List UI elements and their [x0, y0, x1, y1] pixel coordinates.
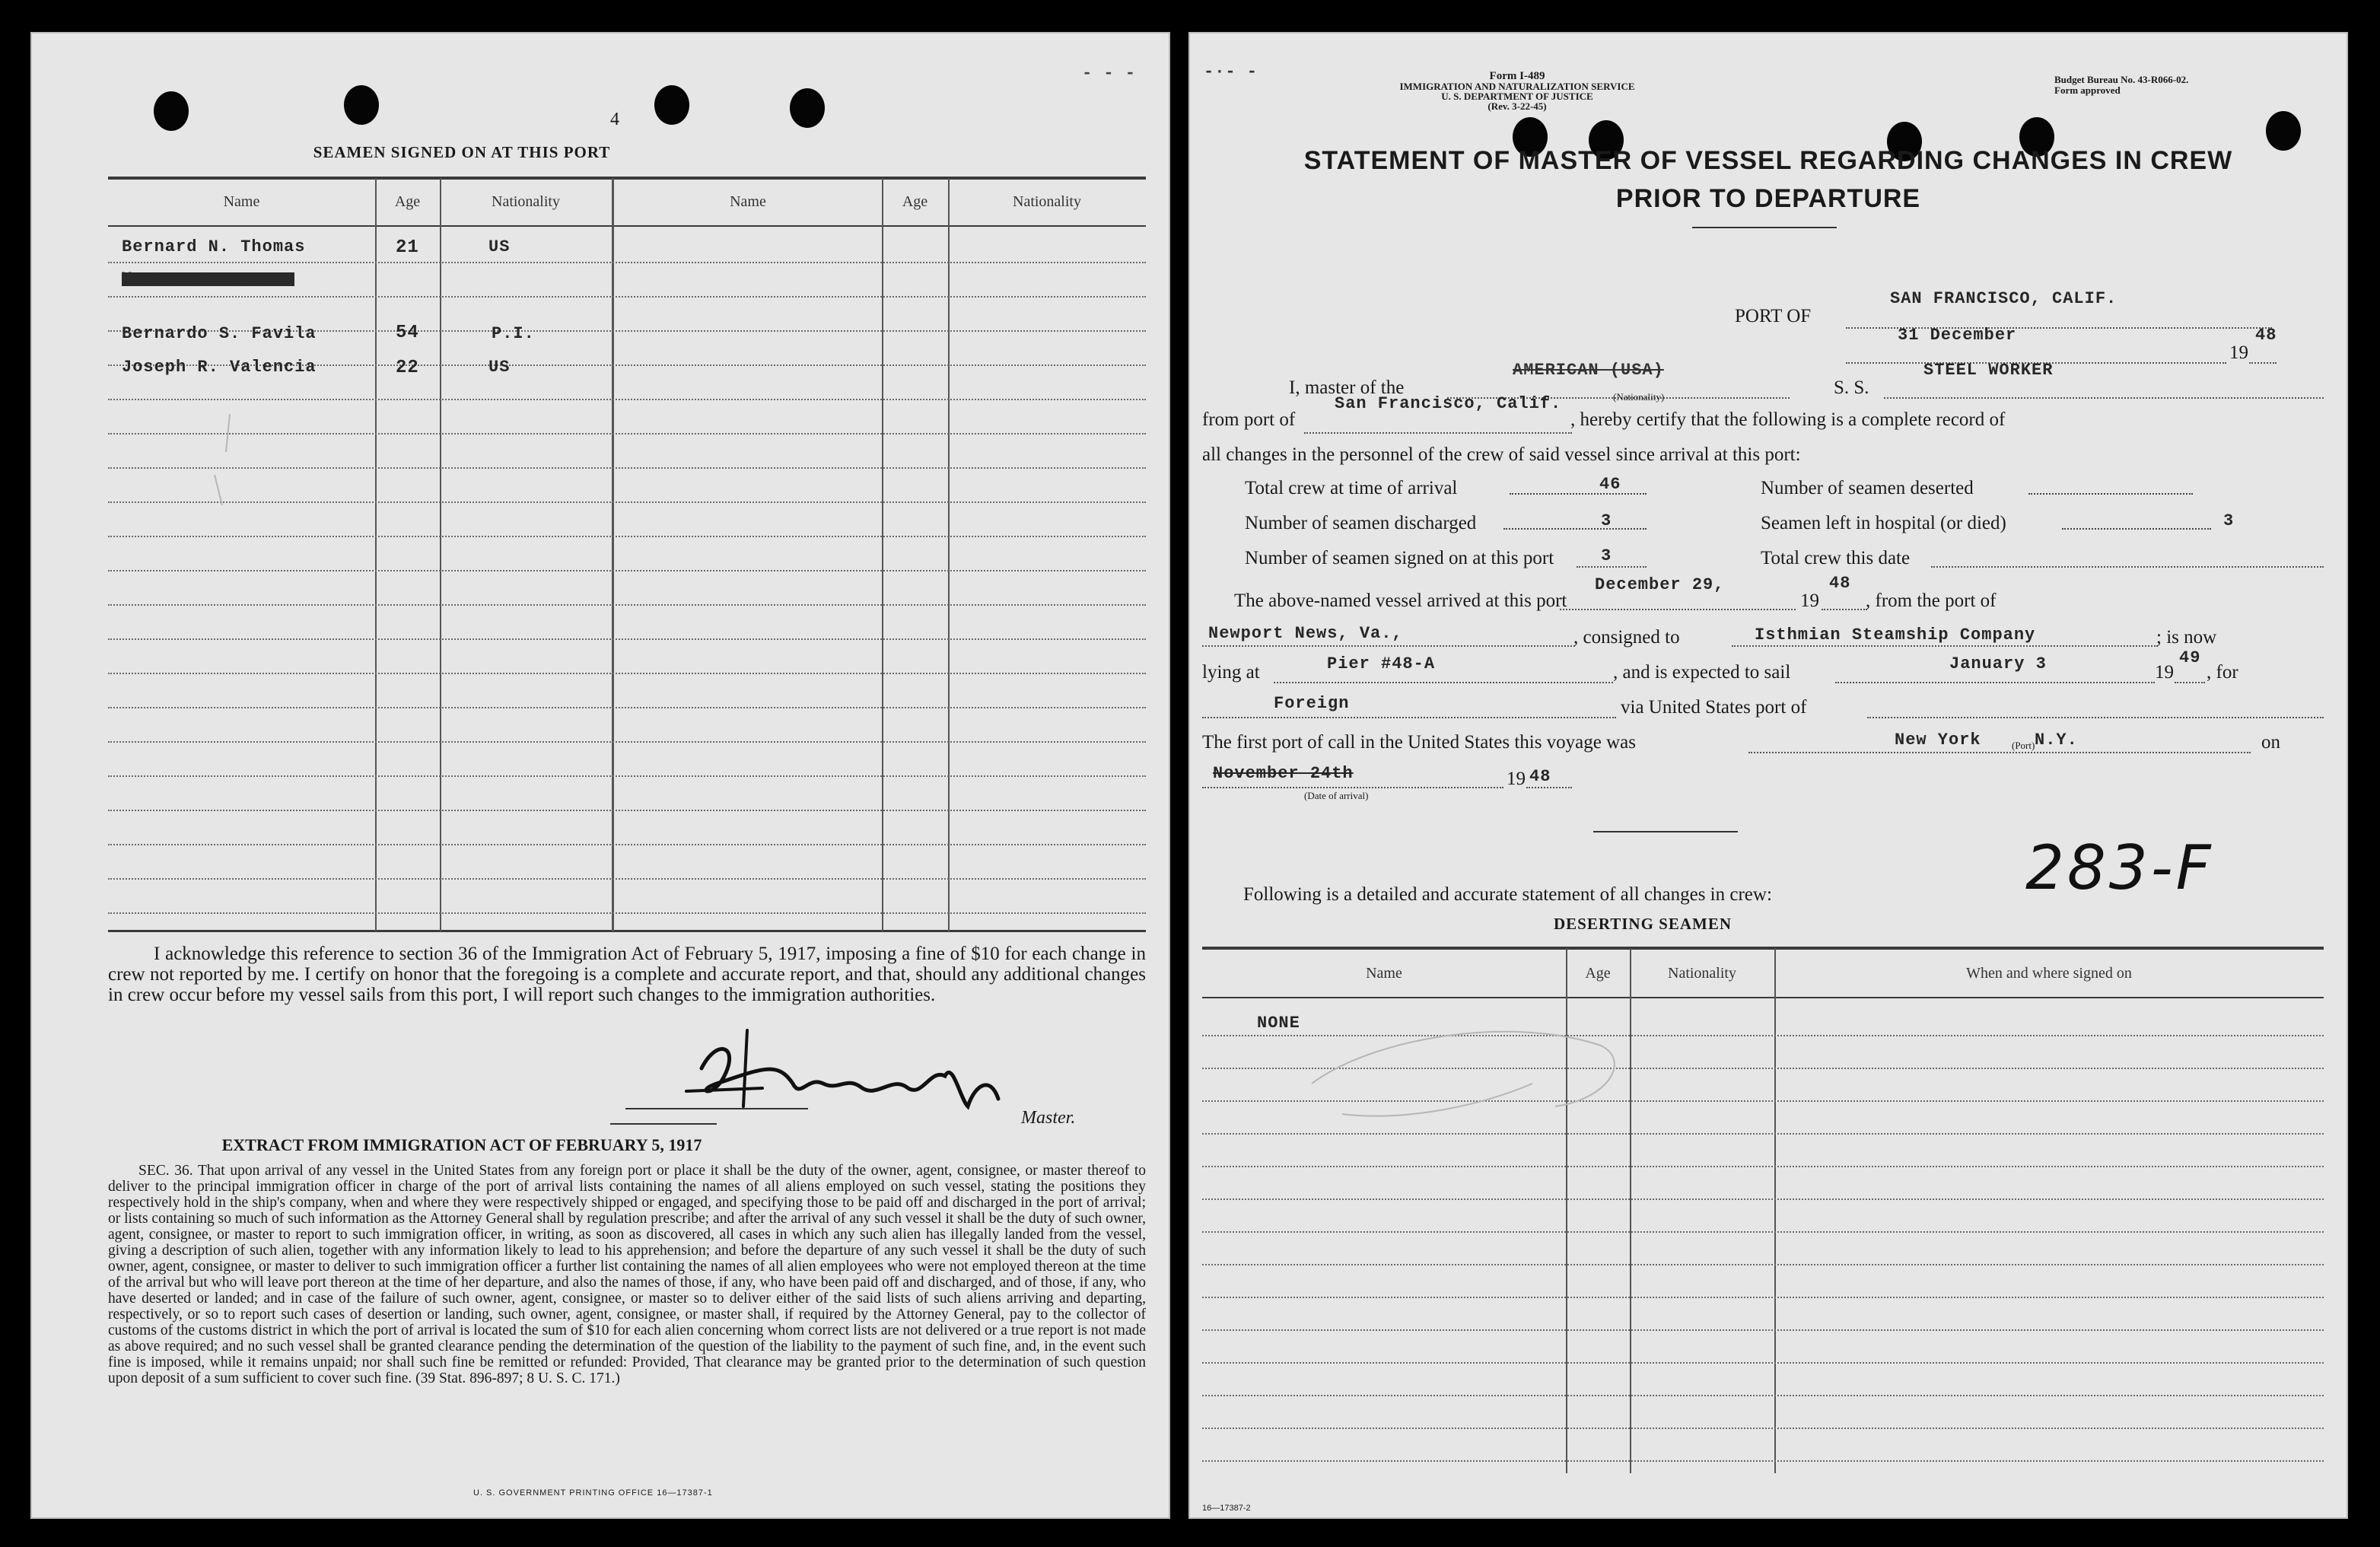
- row-rule: [108, 810, 1146, 811]
- pier: Pier #48-A: [1327, 654, 1436, 673]
- col-header-nationality-2: Nationality: [1013, 193, 1081, 210]
- pencil-mark: [184, 406, 260, 520]
- table-row-age: 54: [396, 323, 419, 343]
- port-of-label: PORT OF: [1735, 306, 1812, 326]
- first-port-caption: (Port): [2012, 740, 2035, 751]
- row-rule: [108, 262, 1146, 263]
- total-this-date-label: Total crew this date: [1761, 548, 1911, 568]
- row-rule: [108, 604, 1146, 606]
- nationality-caption: (Nationality): [1613, 391, 1665, 403]
- table-row-age: 21: [396, 237, 419, 258]
- master-label: Master.: [1021, 1108, 1076, 1128]
- arrived-year: 48: [1829, 574, 1851, 593]
- punch-hole: [654, 85, 689, 125]
- right-page: -·- - Form I-489 IMMIGRATION AND NATURALIZATION SERVICE U. S. DEPARTMENT OF JUSTICE (Rev. 3-22-45) Budget Bureau No. 43-R066-02. Form approved STATEMENT OF MASTER OF VESSEL REGARDING CHANGES IN CREW PRIOR TO DEPARTURE PORT OF SAN FRANCISCO, CALIF. 31 December 19 48 I, master of the AMERICAN (USA) (Nationality) S. S. STEEL WORKER from port of San Francisco, Calif. , hereby certify that the following is a complete record of all changes in the personnel of the crew of said vessel since arrival at this port: Total crew at time of arrival 46 Number of seamen deserted Number of seamen discharged 3 Seamen left in hospital (or died) 3 Number of seamen signed on at this port 3 Total crew this date The above-named vessel arrived at this port December 29, 19 48 , from the port of Newport News, Va., , consigned to Isthmian Steamship Company ; is now lying at Pier #48-A , and is expected to sail January 3 19 49 , for Foreign via United States port of The first port of call in the United States this voyage was New York (Port) N.Y. on November 24th (Date of arrival) 19 48 283-F Following is a detailed and accurate statement of all changes in crew: DESERTING SEAMEN Name Age Nationality When and where signed on NONE 16—17387-2: [1188, 32, 2348, 1519]
- table-header-rule: [108, 225, 1146, 227]
- from-port-value: San Francisco, Calif.: [1335, 394, 1562, 413]
- table-row-nationality: P.I.: [492, 324, 535, 343]
- page-footer: U. S. GOVERNMENT PRINTING OFFICE 16—17387-1: [473, 1488, 713, 1498]
- deserting-title: DESERTING SEAMEN: [1553, 915, 1732, 933]
- from-port-label: from port of: [1202, 409, 1296, 430]
- master-of-the-label: I, master of the: [1289, 377, 1405, 398]
- row-rule: [108, 638, 1146, 640]
- punch-hole: [154, 91, 189, 131]
- row-rule: [108, 536, 1146, 537]
- page-number: 4: [610, 110, 619, 129]
- via-label: via United States port of: [1621, 697, 1807, 718]
- row-rule: [108, 741, 1146, 743]
- first-date-caption: (Date of arrival): [1304, 790, 1369, 801]
- hospital-value: 3: [2223, 511, 2235, 530]
- row-rule: [108, 467, 1146, 469]
- extract-title: EXTRACT FROM IMMIGRATION ACT OF FEBRUARY 5, 1917: [221, 1135, 702, 1154]
- deserting-top-rule: [1202, 947, 2324, 950]
- row-rule: [108, 878, 1146, 880]
- nationality-value: AMERICAN (USA): [1513, 361, 1664, 380]
- table-top-rule: [108, 177, 1146, 180]
- deserting-col-name: Name: [1366, 965, 1402, 982]
- row-rule: [1202, 1362, 2324, 1364]
- discharged-label: Number of seamen discharged: [1245, 513, 1477, 533]
- sail-year-prefix: 19: [2155, 662, 2174, 683]
- row-rule: [108, 707, 1146, 708]
- col-header-age-2: Age: [902, 193, 928, 210]
- year-value: 48: [2255, 326, 2277, 345]
- ss-label: S. S.: [1834, 377, 1869, 398]
- row-rule: [108, 570, 1146, 571]
- port-of-value: SAN FRANCISCO, CALIF.: [1890, 289, 2118, 308]
- year-prefix: 19: [2229, 342, 2248, 363]
- col-header-name-2: Name: [730, 193, 766, 210]
- arrived-label: The above-named vessel arrived at this port: [1234, 590, 1567, 611]
- row-rule: [1202, 1166, 2324, 1167]
- certify-text: , hereby certify that the following is a complete record of: [1570, 409, 2006, 430]
- deserting-entry: NONE: [1257, 1014, 1300, 1033]
- extract-text: SEC. 36. That upon arrival of any vessel in the United States from any foreign port or place it shall be the duty of the owner, agent, consignee, or master thereof to deliver to the principal immigration officer in charge of the port of arrival lists containing the names of all aliens employed on such vessel, stating the positions they respectively hold in the ship's company, when and where they were respectively shipped or engaged, and specifying those to be paid off and discharged in the port of arrival; or lists containing so much of such information as the Attorney General shall by regulation prescribe; and after the arrival of any such vessel it shall be the duty of such owner, agent, consignee, or master to report to such immigration officer, in writing, as soon as discovered, all cases in which any such alien has illegally landed from the vessel, giving a description of such alien, together with any information likely to lead to his apprehension; and before the departure of any such vessel it shall be the duty of such owner, agent, consignee, or master to deliver to such immigration officer a further list containing the names of all alien employees who were not employed thereon at the time of the arrival but who will leave port thereon at the time of her departure, and also the names of those, if any, who have been paid off and discharged, and of those, if any, who have deserted or landed; and in case of the failure of such owner, agent, consignee, or master so to deliver either of the said lists of such aliens arriving and departing, respectively, or so to report such cases of desertion or landing, such owner, agent, consignee, or master shall, if required by the Attorney General, pay to the collector of customs of the customs district in which the port of arrival is located the sum of $10 for each alien concerning whom correct lists are not delivered or a true report is not made as above required; and no such vessel shall be granted clearance pending the determination of the question of the liability to the payment of such fine, and, in the event such fine is imposed, while it remains unpaid; nor shall such fine be remitted or refunded: Provided, That clearance may be granted prior to the determination of such question upon deposit of a sum sufficient to cover such fine. (39 Stat. 896-897; 8 U. S. C. 171.): [108, 1163, 1146, 1386]
- arrived-year-prefix: 19: [1800, 590, 1819, 611]
- first-year-prefix: 19: [1507, 769, 1526, 789]
- row-rule: [1202, 1198, 2324, 1200]
- hospital-label: Seamen left in hospital (or died): [1761, 513, 2006, 533]
- consigned-label: , consigned to: [1573, 627, 1680, 648]
- handwritten-number: 283-F: [2025, 832, 2214, 903]
- first-date: November 24th: [1213, 764, 1354, 783]
- row-rule: [108, 296, 1146, 298]
- table-row-name: Bernard N. Thomas: [122, 237, 306, 256]
- table-row-name: Bernardo S. Favila: [122, 324, 317, 343]
- form-title: STATEMENT OF MASTER OF VESSEL REGARDING CHANGES IN CREW PRIOR TO DEPARTURE: [1303, 146, 2233, 213]
- row-rule: [108, 399, 1146, 400]
- first-port-state: N.Y.: [2035, 731, 2078, 750]
- acknowledgement-text: I acknowledge this reference to section 36 of the Immigration Act of February 5, 1917, imposing a fine of $10 for each change in crew not reported by me. I certify on honor that the foregoing is a complete and accurate report, and that, should any additional changes in crew occur before my vessel sails from this port, I will report such changes to the immigration authorities.: [108, 944, 1146, 1005]
- consignee: Isthmian Steamship Company: [1755, 625, 2036, 645]
- table-bottom-rule: [108, 930, 1146, 932]
- row-rule: [108, 775, 1146, 777]
- first-port-label: The first port of call in the United States this voyage was: [1202, 732, 1637, 753]
- table-row-age: 22: [396, 358, 419, 378]
- signed-on-value: 3: [1601, 546, 1612, 565]
- row-rule: [1202, 1460, 2324, 1462]
- on-label: on: [2261, 732, 2280, 753]
- row-rule: [108, 673, 1146, 674]
- table-row-nationality: US: [488, 358, 511, 377]
- lying-at-label: lying at: [1202, 662, 1260, 683]
- total-crew-label: Total crew at time of arrival: [1245, 478, 1458, 498]
- page-footer-right: 16—17387-2: [1202, 1504, 1251, 1513]
- budget-bureau: Budget Bureau No. 43-R066-02. Form approved: [2054, 74, 2189, 96]
- total-crew-value: 46: [1599, 475, 1621, 494]
- destination: Foreign: [1274, 694, 1350, 713]
- punch-hole: [344, 85, 379, 125]
- deserting-col-age: Age: [1585, 965, 1611, 982]
- punch-hole: [790, 88, 825, 128]
- deserting-col-nationality: Nationality: [1668, 965, 1736, 982]
- first-port: New York: [1895, 731, 1981, 750]
- first-year: 48: [1529, 767, 1551, 786]
- row-rule: [1202, 1395, 2324, 1396]
- row-rule: [1202, 1231, 2324, 1233]
- following-text: Following is a detailed and accurate statement of all changes in crew:: [1243, 884, 1772, 905]
- row-rule: [1202, 1264, 2324, 1265]
- table-row-struck-name: Xxxxxxxxxxxxxxxx: [122, 269, 295, 288]
- expected-label: , and is expected to sail: [1613, 662, 1791, 683]
- certify-text-2: all changes in the personnel of the crew of said vessel since arrival at this port:: [1202, 444, 1801, 465]
- row-rule: [108, 844, 1146, 845]
- vessel-name: STEEL WORKER: [1923, 361, 2054, 380]
- section-title: SEAMEN SIGNED ON AT THIS PORT: [313, 143, 611, 161]
- col-header-age: Age: [394, 193, 421, 210]
- prev-port: Newport News, Va.,: [1208, 624, 1403, 643]
- date-value: 31 December: [1898, 326, 2017, 345]
- form-header: Form I-489 IMMIGRATION AND NATURALIZATION SERVICE U. S. DEPARTMENT OF JUSTICE (Rev. 3-22-45): [1399, 70, 1635, 112]
- faint-stamp: [1281, 992, 1662, 1144]
- left-page: - - - 4 SEAMEN SIGNED ON AT THIS PORT Name Age Nationality Name Age Nationality Bernard N. Thomas 21 US Xxxxxxxxxxxxxxxx Bernardo S. Favila 54 P.I. Joseph R. Valencia 22 US I acknowledge this reference to section 36 of the Immigration Act of February 5, 1917, imposing a fine of $10 for each change in crew not reported by me. I certify on honor that the foregoing is a complete and accurate report, and that, should any additional changes in crew occur before my vessel sails from this port, I will report such changes to the immigration authorities. Master. EXTRACT FROM IMMIGRATION ACT OF FEBRUARY 5, 1917 SEC. 36. That upon arrival of any vessel in the United States from any foreign port or place it shall be the duty of the owner, agent, consignee, or master thereof to deliver to the principal immigration officer in charge of the port of arrival lists containing the names of all aliens employed on such vessel, stating the positions they respectively hold in the ship's company, when and where they were respectively shipped or engaged, and specifying those to be paid off and discharged in the port of arrival; or lists containing so much of such information as the Attorney General shall by regulation prescribe; and after the arrival of any such vessel it shall be the duty of such owner, agent, consignee, or master to report to such immigration officer, in writing, as soon as discovered, all cases in which any such alien has illegally landed from the vessel, giving a description of such alien, together with any information likely to lead to his apprehension; and before the departure of any such vessel it shall be the duty of such owner, agent, consignee, or master to deliver to such immigration officer a further list containing the names of all alien employees who were not employed thereon at the time of the arrival but who will leave port thereon at the time of her departure, and also the names of those, if any, who have been paid off and discharged, and of those, if any, who have deserted or landed; and in case of the failure of such owner, agent, consignee, or master so to deliver either of the said lists of such aliens arriving and departing, respectively, or so to report such cases of desertion or landing, such owner, agent, consignee, or master shall, if required by the Attorney General, pay to the collector of customs of the customs district in which the port of arrival is located the sum of $10 for each alien concerning whom correct lists are not delivered or a true report is not made as above required; and no such vessel shall be granted clearance pending the determination of the question of the liability to the payment of such fine, and, in the event such fine is imposed, while it remains unpaid; nor shall such fine be remitted or refunded: Provided, That clearance may be granted prior to the determination of such question upon deposit of a sum sufficient to cover such fine. (39 Stat. 896-897; 8 U. S. C. 171.) U. S. GOVERNMENT PRINTING OFFICE 16—17387-1: [30, 32, 1170, 1519]
- col-header-name: Name: [223, 193, 260, 210]
- discharged-value: 3: [1601, 511, 1612, 530]
- signed-on-label: Number of seamen signed on at this port: [1245, 548, 1554, 568]
- table-row-name: Joseph R. Valencia: [122, 358, 317, 377]
- row-rule: [1202, 1329, 2324, 1331]
- row-rule: [108, 912, 1146, 914]
- arrived-date: December 29,: [1595, 575, 1725, 594]
- from-port-of-label: , from the port of: [1866, 590, 1997, 611]
- is-now-label: ; is now: [2156, 627, 2217, 648]
- table-row-nationality: US: [488, 237, 511, 256]
- deserting-col-when-where: When and where signed on: [1966, 965, 2132, 982]
- row-rule: [1202, 1428, 2324, 1429]
- sail-date: January 3: [1949, 654, 2047, 673]
- col-header-nationality: Nationality: [492, 193, 560, 210]
- row-rule: [1202, 1297, 2324, 1298]
- row-rule: [108, 501, 1146, 503]
- deserted-label: Number of seamen deserted: [1761, 478, 1974, 498]
- for-label: , for: [2207, 662, 2238, 683]
- row-rule: [108, 433, 1146, 434]
- sail-year: 49: [2179, 648, 2201, 667]
